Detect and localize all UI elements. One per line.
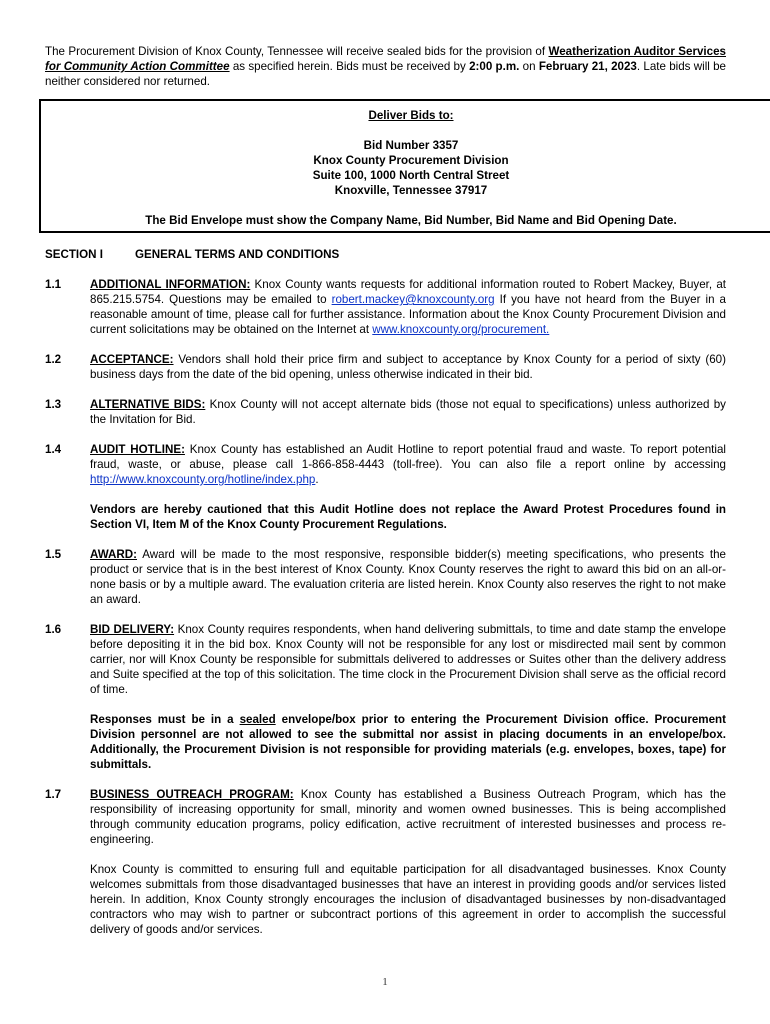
intro-text: The Procurement Division of Knox County, Tennessee will receive sealed bids for the provision of <box>45 45 549 58</box>
item-number: 1.3 <box>45 398 62 411</box>
item-number: 1.1 <box>45 278 62 291</box>
section-heading <box>45 247 726 262</box>
deliver-heading: Deliver Bids to: <box>368 109 454 122</box>
intro-text: . Late bids will be neither considered nor returned. <box>45 60 727 88</box>
item-number: 1.7 <box>45 788 62 801</box>
item-text: Knox County requires respondents, when hand delivering submittals, to time and date stamp the envelope before depositing it in the bid box. Knox County will not be responsible for any lost or misdirected mail sent by common carrier, nor will Knox County be responsible for submittals delivered to addresses or Suites other than the delivery address and Suite specified at the top of this solicitation. The time clock in the Procurement Division shall serve as the official record of time. <box>90 623 726 696</box>
item-label: BUSINESS OUTREACH PROGRAM: <box>90 788 294 801</box>
intro-text: as specified herein. Bids must be received by <box>229 60 470 73</box>
intro-deadline-date: February 21, 2023 <box>538 60 637 73</box>
list-item <box>45 397 726 427</box>
item-label: ACCEPTANCE: <box>90 353 174 366</box>
item-number: 1.4 <box>45 443 62 456</box>
list-item <box>45 547 726 607</box>
division-name: Knox County Procurement Division <box>313 154 509 167</box>
item-number: 1.5 <box>45 548 62 561</box>
list-item <box>45 277 726 337</box>
item-label: BID DELIVERY: <box>90 623 175 636</box>
intro-paragraph <box>45 44 726 89</box>
email-link[interactable]: robert.mackey@knoxcounty.org <box>331 293 495 306</box>
item-label: AUDIT HOTLINE: <box>90 443 185 456</box>
item-text: Knox County has established a Business Outreach Program, which has the responsibility of increasing opportunity for small, minority and women owned businesses. This is being accomplished through community education programs, policy edification, active recruitment of interested businesses and process re-engineering. <box>90 788 726 846</box>
item-label: AWARD: <box>90 548 138 561</box>
document-page <box>45 44 726 937</box>
item-text: Vendors shall hold their price firm and subject to acceptance by Knox County for a period of sixty (60) business days from the date of the bid opening, unless otherwise indicated in their bid. <box>90 353 726 381</box>
intro-text: on <box>519 60 539 73</box>
item-text: Knox County wants requests for additional information routed to Robert Mackey, Buyer, at 865.215.5754. Questions may be emailed to <box>90 278 726 306</box>
list-item <box>45 622 726 697</box>
hotline-caution: Vendors are hereby cautioned that this Audit Hotline does not replace the Award Protest Procedures found in Section VI, Item M of the Knox County Procurement Regulations. <box>90 503 726 531</box>
sealed-note-text: envelope/box prior to entering the Procurement Division office. Procurement Division personnel are not allowed to see the submittal nor assist in placing documents in an envelope/box. Additionally, the Procurement Division is not responsible for providing materials (e.g. envelopes, boxes, tape) for submittals. <box>90 713 726 771</box>
item-text: Knox County has established an Audit Hotline to report potential fraud and waste. To report potential fraud, waste, or abuse, please call 1-866-858-4443 (toll-free). You can also file a report online by accessing <box>90 443 726 471</box>
envelope-note: The Bid Envelope must show the Company Name, Bid Number, Bid Name and Bid Opening Date. <box>145 214 677 227</box>
item-number: 1.6 <box>45 623 62 636</box>
list-item <box>45 442 726 532</box>
list-item <box>45 787 726 937</box>
intro-service-name: Weatherization Auditor Services <box>548 45 726 58</box>
item-text: . <box>315 473 319 486</box>
item-number: 1.2 <box>45 353 62 366</box>
item-label: ADDITIONAL INFORMATION: <box>90 278 251 291</box>
sealed-word: sealed <box>239 713 276 726</box>
intro-deadline-time: 2:00 p.m. <box>469 60 520 73</box>
section-number: SECTION I <box>45 248 103 261</box>
hotline-link[interactable]: http://www.knoxcounty.org/hotline/index.php <box>90 473 316 486</box>
address-city: Knoxville, Tennessee 37917 <box>334 184 488 197</box>
intro-committee: for Community Action Committee <box>45 60 230 73</box>
procurement-link[interactable]: www.knoxcounty.org/procurement. <box>372 323 550 336</box>
address-street: Suite 100, 1000 North Central Street <box>312 169 510 182</box>
item-text: If you have not heard from the Buyer in a reasonable amount of time, please call for further assistance. Information about the Knox County Procurement Division and current solicitations may be obtained on the Internet at <box>90 293 726 336</box>
list-item <box>45 352 726 382</box>
item-label: ALTERNATIVE BIDS: <box>90 398 206 411</box>
sealed-note-text: Responses must be in a <box>90 713 240 726</box>
item-text: Knox County will not accept alternate bids (those not equal to specifications) unless authorized by the Invitation for Bid. <box>90 398 726 426</box>
bid-number: Bid Number 3357 <box>363 139 459 152</box>
sealed-note <box>90 712 726 772</box>
deliver-bids-box <box>39 99 770 233</box>
page-number: 1 <box>382 976 388 988</box>
outreach-paragraph: Knox County is committed to ensuring full and equitable participation for all disadvantaged businesses. Knox County welcomes submittals from those disadvantaged businesses that have an interest in providing goods and/or services listed herein. In addition, Knox County strongly encourages the inclusion of disadvantaged businesses by non-disadvantaged contractors who may wish to partner or subcontract portions of this agreement in order to accomplish the successful delivery of goods and/or services. <box>90 863 726 936</box>
item-text: Award will be made to the most responsive, responsible bidder(s) meeting specifications, who presents the product or service that is in the best interest of Knox County. Knox County reserves the right to award this bid on an all-or-none basis or by a multiple award. The evaluation criteria are listed herein. Knox County also reserves the right to not make an award. <box>90 548 726 606</box>
section-title: GENERAL TERMS AND CONDITIONS <box>135 248 340 261</box>
